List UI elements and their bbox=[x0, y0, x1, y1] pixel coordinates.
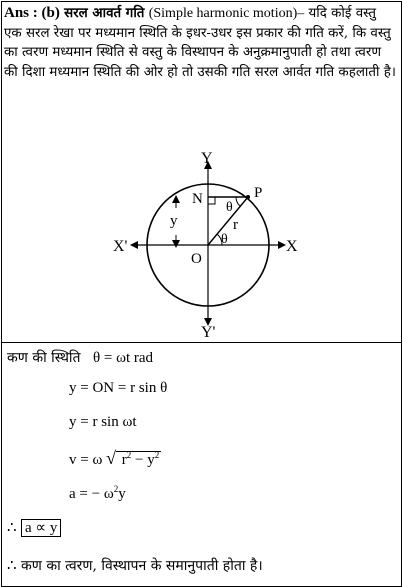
answer-intro bbox=[4, 4, 396, 82]
angle-arc-top bbox=[236, 197, 240, 206]
eq3-r-exp: 2 bbox=[126, 450, 132, 460]
eq3-prefix: v = ω bbox=[69, 452, 103, 468]
answer-english: (Simple harmonic motion)– bbox=[148, 6, 305, 21]
eq4-suffix: y bbox=[118, 486, 126, 502]
equation-4 bbox=[69, 484, 126, 503]
label-n: N bbox=[192, 191, 203, 207]
label-y-top: Y bbox=[201, 150, 213, 167]
position-line bbox=[7, 348, 153, 367]
eq4-exp: 2 bbox=[113, 484, 119, 494]
eq3-r: r bbox=[121, 452, 127, 468]
eq3-minus-y: − y bbox=[131, 452, 155, 468]
sqrt-sign: √ bbox=[106, 448, 116, 468]
label-r: r bbox=[233, 217, 238, 233]
label-p: P bbox=[254, 185, 263, 201]
equation-1: y = ON = r sin θ bbox=[69, 380, 168, 396]
answer-prefix: Ans : (b) bbox=[4, 5, 60, 21]
eq3-y-exp: 2 bbox=[154, 450, 160, 460]
right-angle-mark bbox=[208, 197, 215, 204]
equation-2: y = r sin ωt bbox=[69, 414, 137, 430]
section-divider bbox=[2, 342, 401, 343]
answer-body: यदि कोई वस्तु एक सरल रेखा पर मध्यमान स्थिति के इधर-उधर इस प्रकार की गति करें, कि वस्तु का त्वरण मध्यमान स्थिति से वस्तु के विस्थापन के अनुक्रमानुपाती हो तथा त्वरण की दिशा मध्यमान स्थिति की ओर हो तो उसकी गति सरल आर्वत गति कहलाती है। bbox=[4, 6, 396, 80]
point-p bbox=[246, 195, 250, 199]
label-y-bottom: Y' bbox=[201, 324, 216, 340]
boxed-result: a ∝ y bbox=[21, 519, 61, 537]
conclusion-line bbox=[7, 556, 263, 575]
label-x-left: X' bbox=[113, 238, 128, 255]
label-origin: O bbox=[191, 251, 202, 267]
radicand bbox=[116, 451, 161, 468]
label-theta-top: θ bbox=[226, 200, 233, 215]
therefore-symbol: ∴ bbox=[7, 520, 17, 536]
label-y: y bbox=[170, 213, 178, 229]
position-expr: θ = ωt rad bbox=[92, 350, 154, 366]
shm-diagram bbox=[0, 145, 403, 340]
therefore-symbol-2: ∴ bbox=[7, 558, 17, 574]
position-label: कण की स्थिति bbox=[7, 350, 81, 366]
label-x-right: X bbox=[286, 238, 298, 255]
boxed-result-line bbox=[7, 518, 61, 537]
equation-3 bbox=[69, 448, 161, 469]
answer-topic: सरल आवर्त गति bbox=[64, 5, 145, 21]
conclusion-text: कण का त्वरण, विस्थापन के समानुपाती होता है। bbox=[21, 558, 263, 574]
eq4-prefix: a = − ω bbox=[69, 486, 114, 502]
label-theta-bottom: θ bbox=[221, 232, 228, 247]
